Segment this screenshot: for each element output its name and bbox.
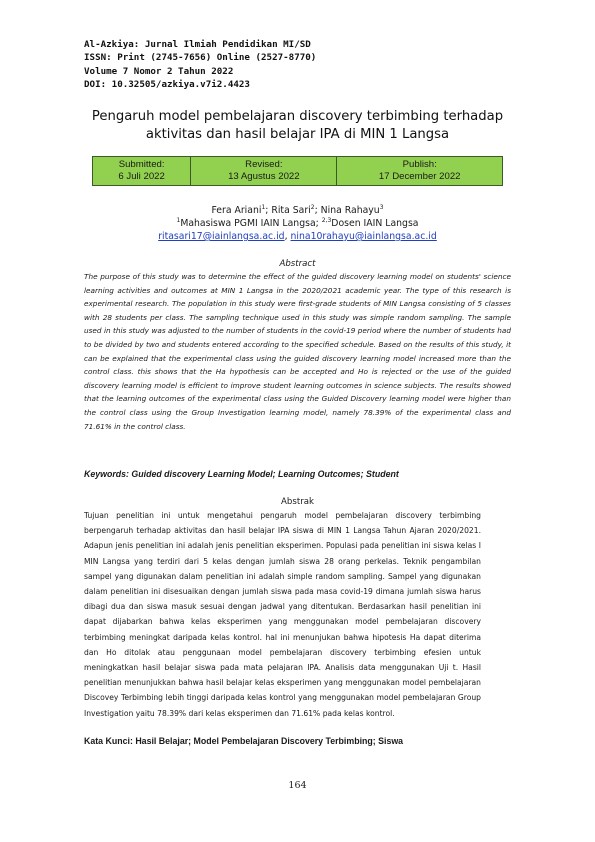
email-link-1[interactable]: ritasari17@iainlangsa.ac.id — [158, 231, 285, 242]
submitted-cell — [93, 157, 191, 186]
submission-dates-table — [92, 156, 503, 186]
revised-label: Revised: — [245, 158, 283, 170]
article-title-line-1: Pengaruh model pembelajaran discovery terbimbing terhadap — [91, 109, 504, 124]
publish-cell — [337, 157, 503, 186]
publish-label: Publish: — [402, 158, 437, 170]
journal-volume: Volume 7 Nomor 2 Tahun 2022 — [84, 65, 234, 77]
publish-date: 17 December 2022 — [378, 171, 461, 182]
author-emails — [90, 230, 505, 243]
abstract-id-heading: Abstrak — [281, 497, 314, 507]
journal-doi: DOI: 10.32505/azkiya.v7i2.4423 — [84, 79, 250, 91]
author-3-sup: 3 — [379, 203, 384, 211]
author-separator: ; — [265, 205, 272, 216]
keywords-id: Kata Kunci: Hasil Belajar; Model Pembelajaran Discovery Terbimbing; Siswa — [84, 736, 404, 746]
affiliation-1-sup: 1 — [176, 216, 181, 224]
affiliation-1: Mahasiswa PGMI IAIN Langsa; — [180, 218, 322, 229]
affiliation-2: Dosen IAIN Langsa — [331, 218, 419, 229]
affiliations — [90, 217, 505, 230]
email-separator: , — [284, 231, 291, 242]
keywords-en: Keywords: Guided discovery Learning Model; Learning Outcomes; Student — [84, 469, 399, 479]
revised-date: 13 Agustus 2022 — [228, 171, 300, 182]
author-1-sup: 1 — [261, 203, 266, 211]
abstract-en-text: The purpose of this study was to determine the effect of the guided discovery learning model on students' science learning activities and outcomes at MIN 1 Langsa in the 2020/2021 academic year. The type of this research is experimental research. The population in this study were first-grade students of MIN Langsa consisting of 5 classes with 28 students per class. The sampling technique used in this study was simple random sampling. The sample used in this study was adjusted to the number of students in the covid-19 period where the number of students had to be divided by two and students entered according to the specified schedule. Based on the results of this study, it can be explained that the experimental class using the guided discovery learning model increased more than the control class. this shows that the Ha hypothesis can be accepted and Ho is rejected or the use of the guided discovery learning model is efficient to improve student learning outcomes in science subjects. The results showed that the learning outcomes of the experimental class using the Guided Discovery learning model were higher than the control class using the Group Investigation learning model, namely 78.39% of the experimental class and 71.61% in the control class. — [84, 272, 511, 431]
author-separator: ; — [314, 205, 321, 216]
submitted-date: 6 Juli 2022 — [118, 171, 165, 182]
abstract-en-heading: Abstract — [279, 259, 316, 269]
article-title — [80, 108, 515, 143]
submitted-label: Submitted: — [118, 158, 165, 170]
journal-name: Al-Azkiya: Jurnal Ilmiah Pendidikan MI/SD — [84, 39, 311, 50]
revised-cell — [191, 157, 337, 186]
abstract-id-text: Tujuan penelitian ini untuk mengetahui pengaruh model pembelajaran discovery terbimbing berpengaruh terhadap aktivitas dan hasil belajar IPA siswa di MIN 1 Langsa Tahun Ajaran 2020/2021. Adapun jenis penelitian ini adalah jenis penelitian eksperimen. Populasi pada penelitian ini siswa kelas I MIN Langsa yang terdiri dari 5 kelas dengan jumlah siswa 28 orang perkelas. Teknik pengambilan sampel yang digunakan dalam penelitian ini adalah simple random sampling. Sampel yang digunakan dalam penelitian ini disesuaikan dengan jumlah siswa pada masa covid-19 dimana jumlah siswa harus dibagi dua dan siswa masuk sesuai dengan jadwal yang ditentukan. Berdasarkan hasil penelitian ini dapat dijabarkan bahwa kelas eksperimen yang menggunakan model pembelajaran discovery terbimbing meningkat daripada kelas kontrol. hal ini menunjukan bahwa hipotesis Ha dapat diterima dan Ho ditolak atau penggunaan model pembelajaran discovery terbimbing efesien untuk meningkatkan hasil belajar siswa pada mata pelajaran IPA. Analisis data menggunakan Uji t. Hasil penelitian menunjukkan bahwa hasil belajar kelas eksperimen yang menggunakan model pembelajaran Discovey Terbimbing lebih tinggi daripada kelas kontrol yang menggunakan model pembelajaran Group Investigation yaitu 78.39% dari kelas eksperimen dan 71.61% pada kelas kontrol. — [84, 511, 481, 718]
article-title-line-2: aktivitas dan hasil belajar IPA di MIN 1 Langsa — [145, 126, 450, 142]
journal-header — [84, 38, 524, 92]
author-3: Nina Rahayu — [320, 205, 380, 216]
email-link-2[interactable]: nina10rahayu@iainlangsa.ac.id — [290, 231, 437, 242]
affiliation-2-sup: 2,3 — [321, 216, 332, 224]
author-names — [90, 204, 505, 217]
author-2: Rita Sari — [271, 205, 311, 216]
author-2-sup: 2 — [310, 203, 315, 211]
page-number: 164 — [288, 780, 307, 791]
authors-block — [90, 204, 505, 243]
journal-issn: ISSN: Print (2745-7656) Online (2527-8770) — [84, 52, 317, 64]
author-1: Fera Ariani — [211, 205, 262, 216]
